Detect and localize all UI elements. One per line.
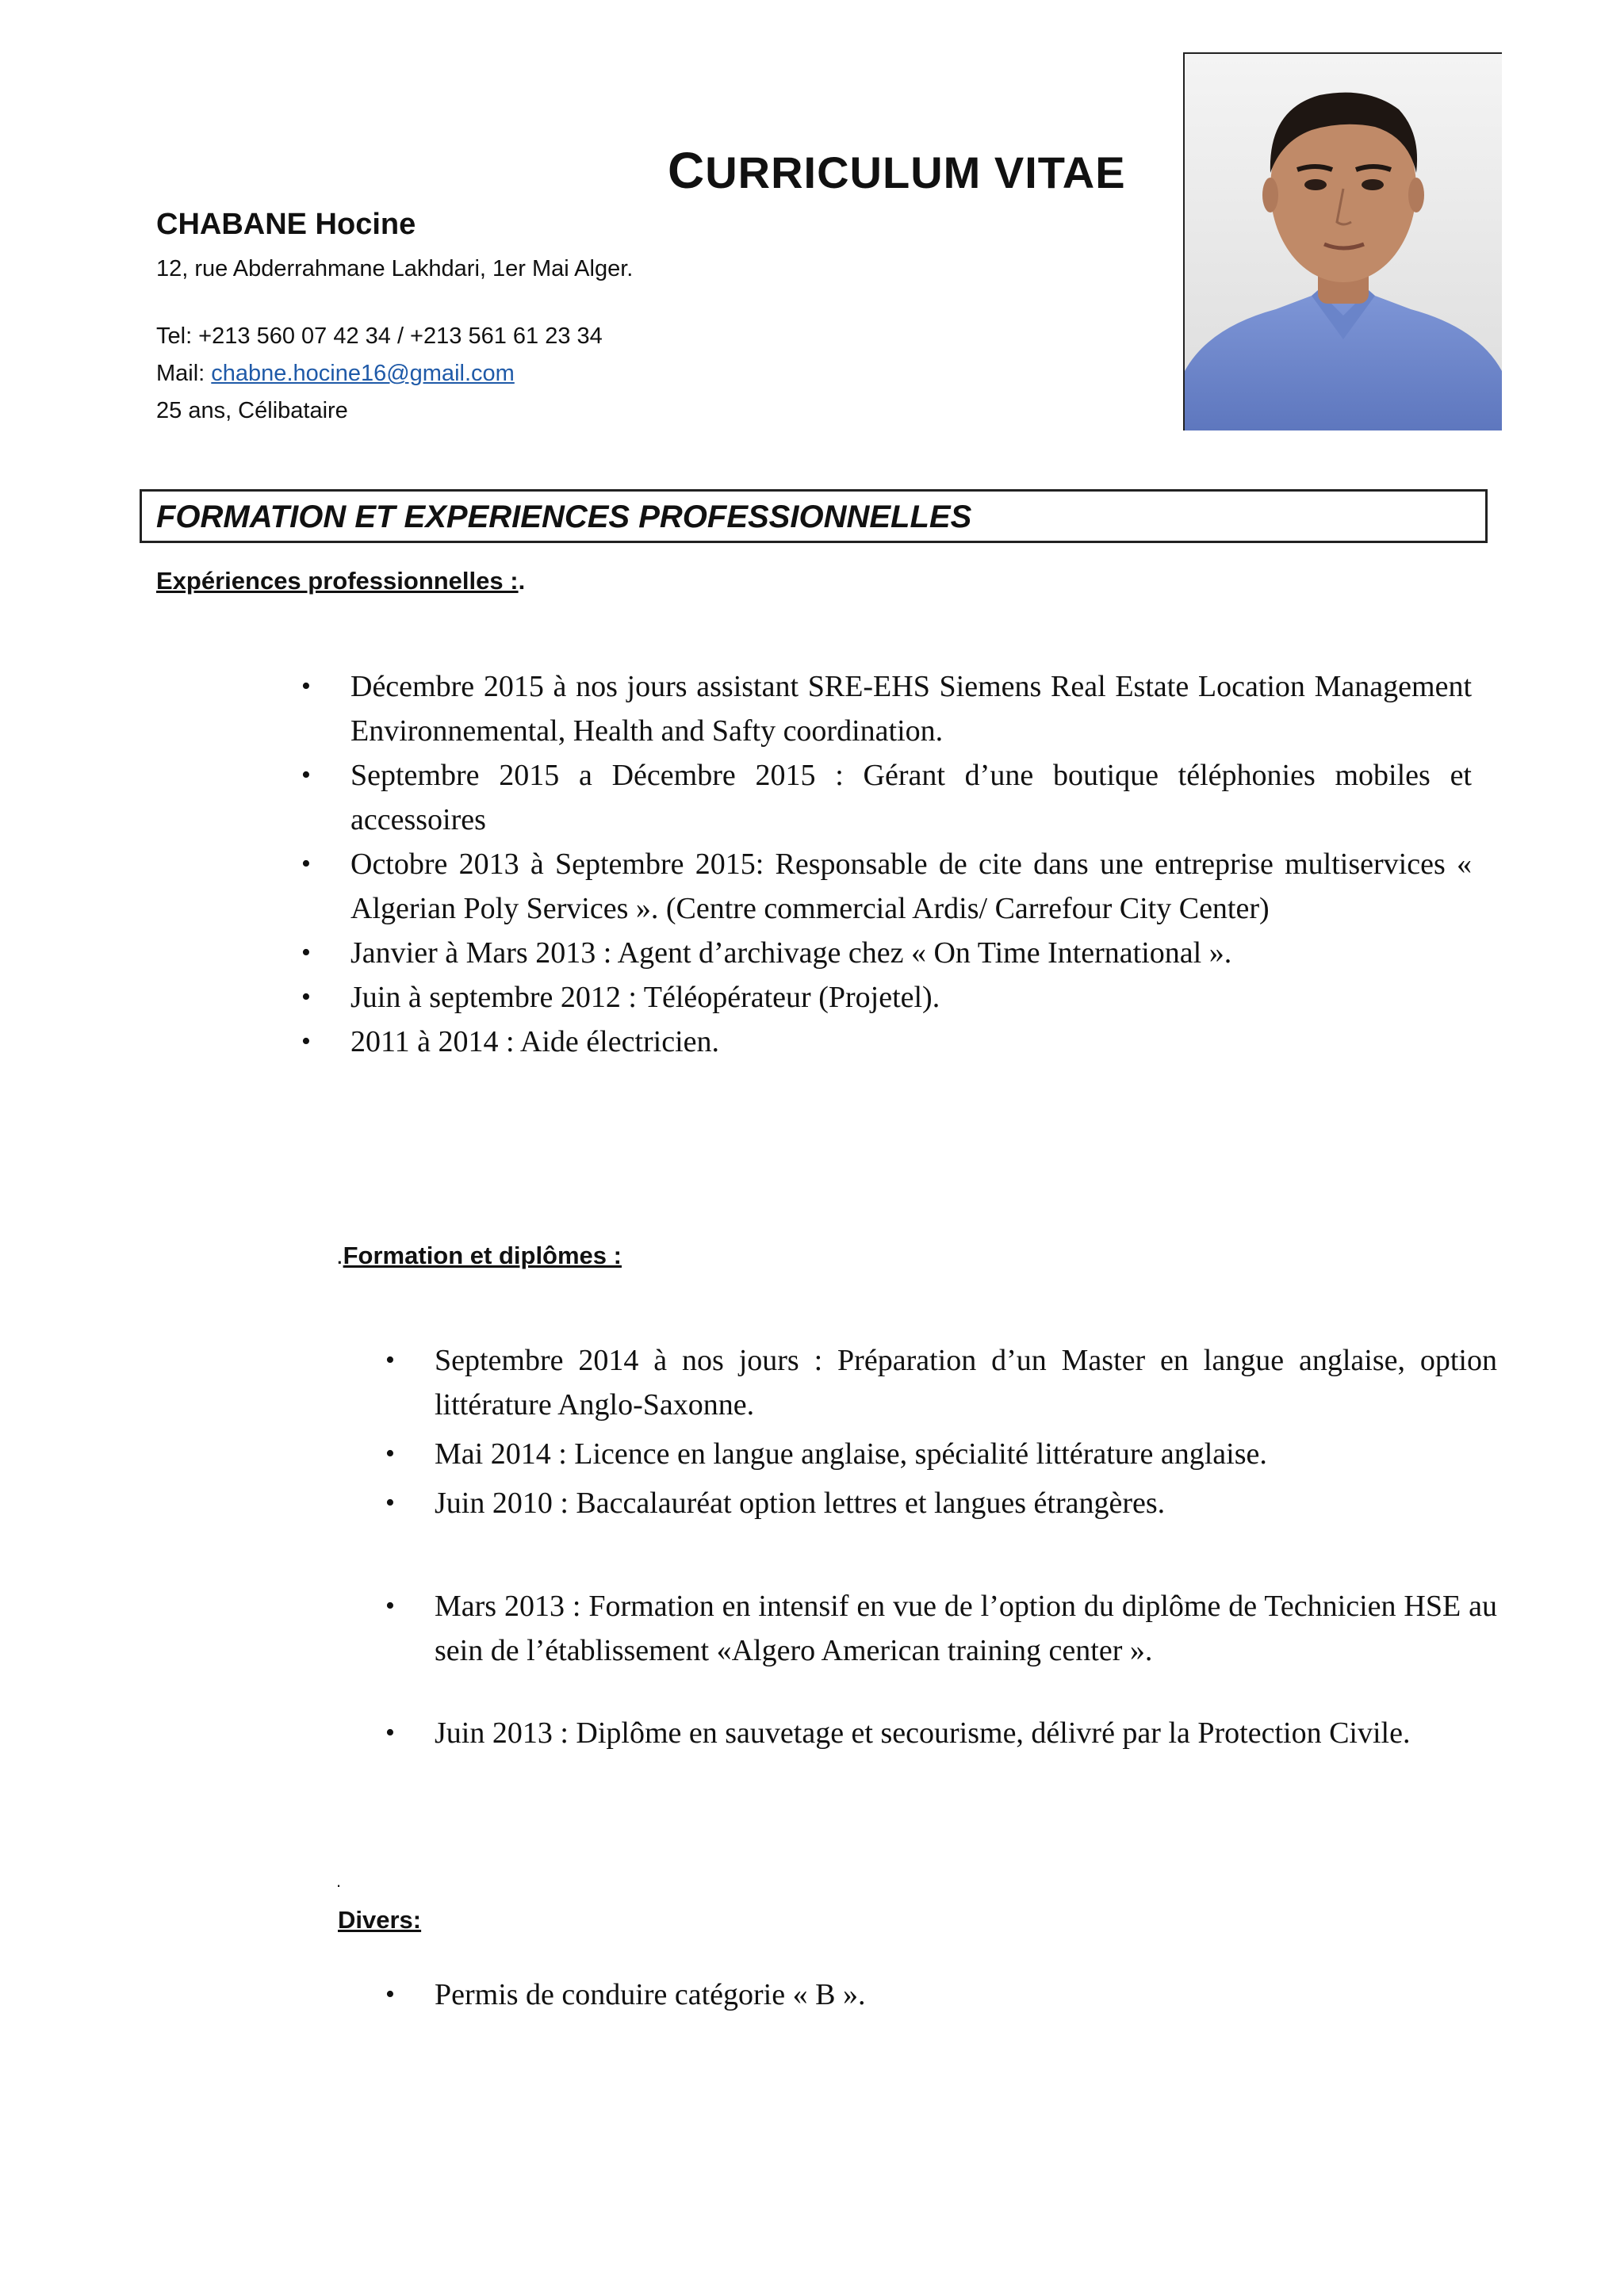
list-item-text: Mars 2013 : Formation en intensif en vue de l’option du diplôme de Technicien HSE au sein de l’établissement «Algero American training center ». xyxy=(435,1590,1497,1667)
address: 12, rue Abderrahmane Lakhdari, 1er Mai Alger. xyxy=(156,256,634,281)
experiences-list xyxy=(303,664,1472,1064)
list-item-text: Juin à septembre 2012 : Téléopérateur (Projetel). xyxy=(350,981,940,1014)
formation-heading-text: Formation et diplômes : xyxy=(343,1242,622,1269)
list-item-text: Permis de conduire catégorie « B ». xyxy=(435,1978,866,2011)
list-item xyxy=(387,1711,1497,1755)
list-item xyxy=(303,975,1472,1020)
divers-heading-text: Divers: xyxy=(338,1906,422,1934)
formation-list-rescue xyxy=(387,1711,1497,1755)
candidate-name: CHABANE Hocine xyxy=(156,208,416,241)
formation-heading xyxy=(336,1242,622,1270)
divers-list xyxy=(387,1973,1497,2017)
list-item xyxy=(387,1584,1497,1673)
bullet-icon: • xyxy=(385,1718,395,1747)
list-item-text: Janvier à Mars 2013 : Agent d’archivage chez « On Time International ». xyxy=(350,936,1232,970)
bullet-icon: • xyxy=(385,1439,395,1468)
experiences-heading xyxy=(156,567,525,595)
divers-heading xyxy=(338,1906,421,1934)
list-item-text: Septembre 2015 a Décembre 2015 : Gérant d’une boutique téléphonies mobiles et accessoires xyxy=(350,759,1472,836)
list-item xyxy=(387,1481,1497,1525)
list-item xyxy=(303,753,1472,842)
experiences-heading-text: Expériences professionnelles : xyxy=(156,567,519,595)
section-header-box xyxy=(140,489,1488,543)
list-item-text: Décembre 2015 à nos jours assistant SRE-EHS Siemens Real Estate Location Management Environnemental, Health and Safty coordination. xyxy=(350,670,1472,748)
list-item xyxy=(303,931,1472,975)
age-status: 25 ans, Célibataire xyxy=(156,398,348,423)
bullet-icon: • xyxy=(301,1027,311,1056)
profile-photo xyxy=(1183,52,1502,430)
email-link[interactable]: chabne.hocine16@gmail.com xyxy=(211,361,515,386)
list-item xyxy=(387,1432,1497,1476)
bullet-icon: • xyxy=(301,982,311,1012)
list-item-text: Septembre 2014 à nos jours : Préparation d’un Master en langue anglaise, option littérature Anglo-Saxonne. xyxy=(435,1344,1497,1422)
formation-heading-prefix: . xyxy=(336,1242,343,1269)
bullet-icon: • xyxy=(301,672,311,701)
section-title: FORMATION ET EXPERIENCES PROFESSIONNELLES xyxy=(156,499,972,534)
list-item-text: Octobre 2013 à Septembre 2015: Responsable de cite dans une entreprise multiservices « Algerian Poly Services ». (Centre commercial Ardis/ Carrefour City Center) xyxy=(350,848,1472,925)
list-item xyxy=(387,1973,1497,2017)
email-label: Mail: xyxy=(156,361,212,386)
telephone: Tel: +213 560 07 42 34 / +213 561 61 23 34 xyxy=(156,323,603,349)
bullet-icon: • xyxy=(385,1345,395,1375)
list-item-text: Juin 2013 : Diplôme en sauvetage et secourisme, délivré par la Protection Civile. xyxy=(435,1716,1411,1750)
formation-list-training xyxy=(387,1584,1497,1673)
cv-title: CURRICULUM VITAE xyxy=(668,142,1126,199)
list-item xyxy=(303,1020,1472,1064)
bullet-icon: • xyxy=(301,760,311,790)
list-item xyxy=(387,1338,1497,1427)
portrait-image xyxy=(1185,54,1502,430)
email-line xyxy=(156,361,515,387)
list-item-text: Juin 2010 : Baccalauréat option lettres et langues étrangères. xyxy=(435,1487,1166,1520)
list-item xyxy=(303,842,1472,931)
experiences-heading-suffix: . xyxy=(518,567,526,595)
list-item-text: 2011 à 2014 : Aide électricien. xyxy=(350,1025,719,1058)
formation-list xyxy=(387,1338,1497,1525)
list-item xyxy=(303,664,1472,753)
bullet-icon: • xyxy=(385,1591,395,1621)
bullet-icon: • xyxy=(301,849,311,878)
list-item-text: Mai 2014 : Licence en langue anglaise, spécialité littérature anglaise. xyxy=(435,1437,1267,1471)
bullet-icon: • xyxy=(385,1980,395,2009)
bullet-icon: • xyxy=(385,1488,395,1517)
divers-dot: . xyxy=(336,1871,342,1891)
bullet-icon: • xyxy=(301,938,311,967)
